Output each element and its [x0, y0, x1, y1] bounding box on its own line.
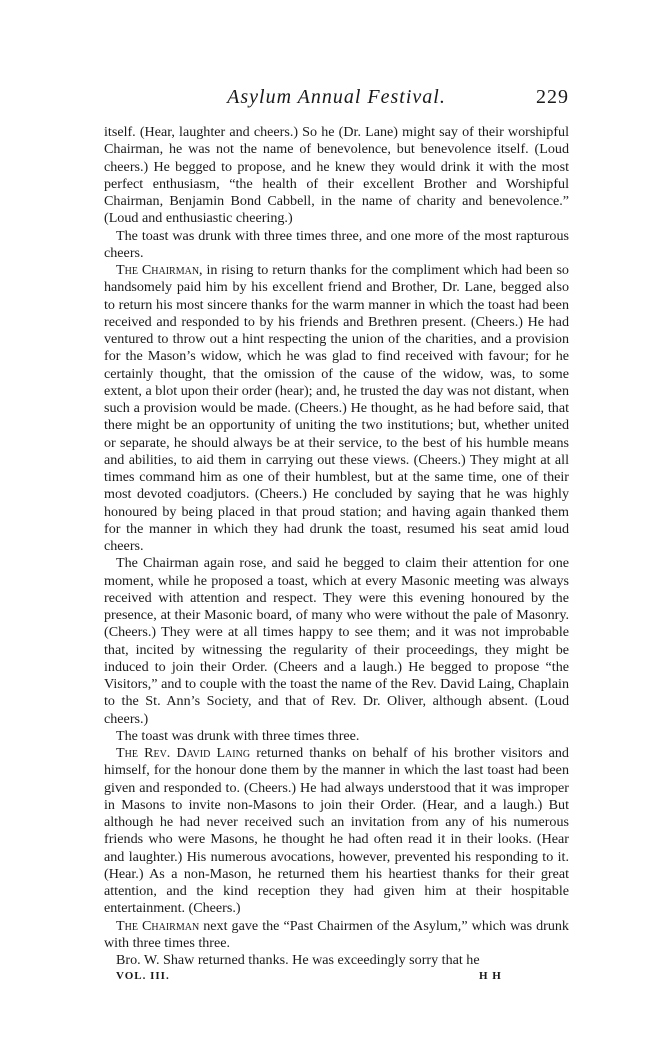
running-title: Asylum Annual Festival.: [227, 86, 446, 108]
paragraph-text: The Chairman again rose, and said he begged to claim their attention for one moment, while he proposed a toast, which at every Masonic meeting was always received with attention and respect. They were this evening honoured by the presence, at their Masonic board, of many who were without the pale of Masonry. (Cheers.) They were at all times happy to see them; and it was not improbable that, incited by witnessing the regularity of their proceedings, they might be induced to join their Order. (Cheers and a laugh.) He begged to propose “the Visitors,” and to couple with the toast the name of the Rev. David Laing, Chaplain to the St. Ann’s Society, and that of Rev. Dr. Oliver, although absent. (Loud cheers.): [104, 555, 569, 727]
paragraph-text: The toast was drunk with three times three, and one more of the most rapturous cheers.: [104, 227, 569, 261]
speaker-name: The Chairman: [116, 917, 200, 934]
page-footer: [104, 970, 569, 986]
paragraph-2: [104, 228, 569, 263]
paragraph-text: returned thanks on behalf of his brother visitors and himself, for the honour done them by the manner in which the last toast had been given and responded to. (Cheers.) He had always understood that it was improper in Masons to invite non-Masons to join their Order. (Hear, and a laugh.) But although he had never received such an invitation from any of his numerous friends who were Masons, he thought he had often read it in their looks. (Hear and laughter.) His numerous avocations, however, prevented his responding to it. (Hear.) As a non-Mason, he returned them his heartiest thanks for their great attention, and the kind reception they had given him at their hospitable entertainment. (Cheers.): [104, 745, 569, 917]
signature-mark: H H: [479, 970, 502, 983]
paragraph-text: itself. (Hear, laughter and cheers.) So he (Dr. Lane) might say of their worshipful Chairman, he was not the name of benevolence, but benevolence itself. (Loud cheers.) He begged to propose, and he knew they would drink it with the most perfect enthusiasm, “the health of their excellent Brother and Worshipful Chairman, Benjamin Bond Cabbell, in the name of charity and benevolence.” (Loud and enthusiastic cheering.): [104, 124, 569, 227]
paragraph-6: [104, 745, 569, 918]
paragraph-7: [104, 918, 569, 953]
page-number: 229: [536, 86, 569, 108]
paragraph-5: [104, 728, 569, 745]
book-page: [104, 86, 569, 986]
body-text: [104, 124, 569, 969]
volume-number: VOL. III.: [116, 970, 170, 983]
paragraph-8: [104, 952, 569, 969]
paragraph-1: [104, 124, 569, 228]
paragraph-text: The toast was drunk with three times three.: [116, 727, 360, 744]
paragraph-text: in rising to return thanks for the compliment which had been so handsomely paid him by his excellent friend and Brother, Dr. Lane, begged also to return his most sincere thanks for the warm manner in which the toast had been received and responded to by his friends and Brethren present. (Cheers.) He had ventured to throw out a hint respecting the union of the charities, and a provision for the Mason’s widow, which he was glad to find received with favour; for he certainly thought, that the omission of the cause of the widow, was, to some extent, a blot upon their order (hear); and, he trusted the day was not distant, when such a provision would be made. (Cheers.) He thought, as he had before said, that there might be an opportunity of uniting the two institutions; but, whether united or separate, he should always be at their service, to the best of his humble means and abilities, to aid them in carrying out these views. (Cheers.) They might at all times command him as one of their humblest, but at the same time, one of their most devoted coadjutors. (Cheers.) He concluded by saying that he was highly honoured by being placed in that proud station; and having again thanked them for the manner in which they had drunk the toast, resumed his seat amid loud cheers.: [104, 262, 569, 554]
paragraph-4: [104, 555, 569, 728]
paragraph-text: Bro. W. Shaw returned thanks. He was exceedingly sorry that he: [116, 952, 480, 968]
speaker-name: The Rev. David Laing: [116, 745, 251, 761]
page-header: [104, 86, 569, 116]
paragraph-text: next gave the “Past Chairmen of the Asylum,” which was drunk with three times three.: [104, 917, 569, 951]
paragraph-3: [104, 262, 569, 555]
speaker-name: The Chairman,: [116, 262, 203, 278]
